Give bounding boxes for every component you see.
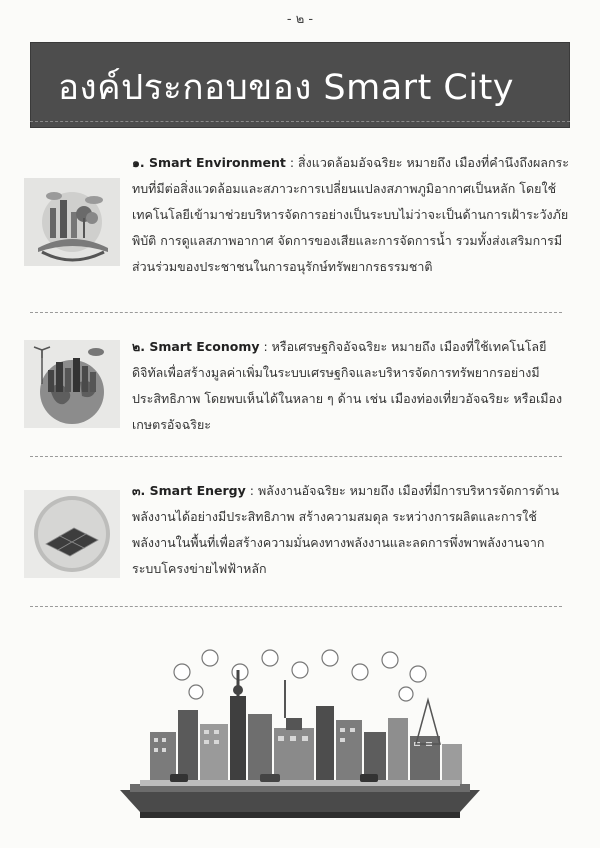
section-divider	[30, 312, 562, 313]
section-body: : หรือเศรษฐกิจอัจฉริยะ หมายถึง เมืองที่ใช้เทคโนโลยีดิจิทัลเพื่อสร้างมูลค่าเพิ่มในระบบเศรษฐกิจและบริหารจัดการทรัพยากรอย่างมีประสิทธิภาพ โดยพบเห็นได้ในหลาย ๆ ด้าน เช่น เมืองท่องเที่ยวอัจฉริยะ หรือเมืองเกษตรอัจฉริยะ	[132, 339, 563, 432]
section-heading: ๒. Smart Economy	[132, 339, 260, 354]
section-body: : สิ่งแวดล้อมอัจฉริยะ หมายถึง เมืองที่คำนึงถึงผลกระทบที่มีต่อสิ่งแวดล้อมและสภาวะการเปลี่ยนแปลงสภาพภูมิอากาศเป็นหลัก โดยใช้เทคโนโลยีเข้ามาช่วยบริหารจัดการอย่างเป็นระบบไม่ว่าจะเป็นด้านการเฝ้าระวังภัยพิบัติ การดูแลสภาพอากาศ จัดการของเสียและการจัดการน้ำ รวมทั้งส่งเสริมการมีส่วนร่วมของประชาชนในการอนุรักษ์ทรัพยากรธรรมชาติ	[132, 155, 569, 274]
environment-icon	[24, 178, 120, 266]
section-divider	[30, 606, 562, 607]
title-banner	[30, 42, 570, 128]
economy-icon	[24, 340, 120, 428]
section-smart-economy	[22, 334, 572, 446]
smart-city-illustration	[110, 640, 490, 825]
section-text	[132, 334, 572, 438]
section-body: : พลังงานอัจฉริยะ หมายถึง เมืองที่มีการบริหารจัดการด้านพลังงานได้อย่างมีประสิทธิภาพ สร้างความสมดุล ระหว่างการผลิตและการใช้พลังงานในพื้นที่เพื่อสร้างความมั่นคงทางพลังงานและลดการพึ่งพาพลังงานจากระบบโครงข่ายไฟฟ้าหลัก	[132, 483, 560, 576]
section-smart-energy	[22, 478, 572, 590]
page-title: องค์ประกอบของ Smart City	[58, 68, 515, 108]
section-heading: ๓. Smart Energy	[132, 483, 246, 498]
section-text	[132, 478, 572, 582]
section-divider	[30, 456, 562, 457]
solar-panel-icon	[24, 490, 120, 578]
section-heading: ๑. Smart Environment	[132, 155, 286, 170]
section-text	[132, 150, 572, 280]
title-divider	[30, 121, 570, 122]
section-smart-environment	[22, 150, 572, 310]
page-number: - ๒ -	[286, 12, 314, 27]
